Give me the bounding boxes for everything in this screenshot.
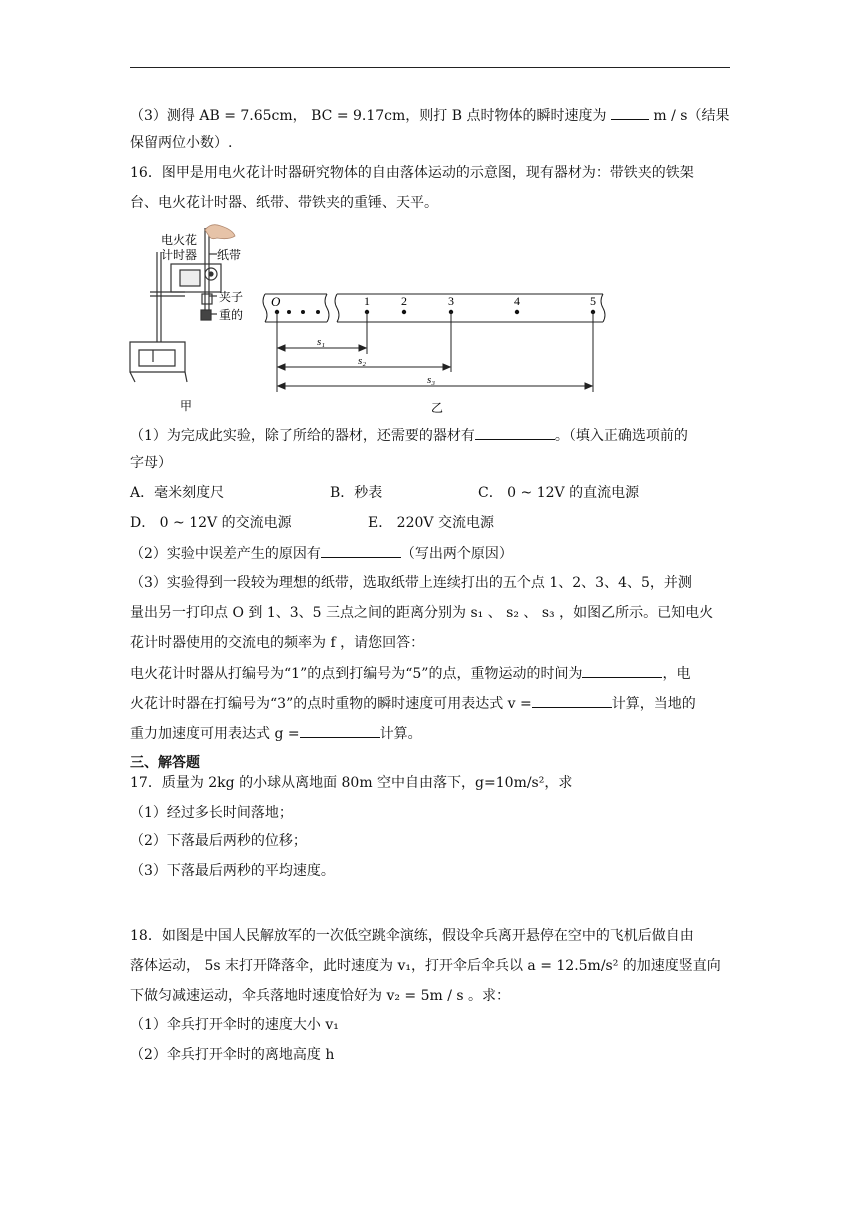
option-E[interactable]: E． 220V 交流电源 [368, 515, 494, 531]
q16-part3-line2: 量出另一打印点 O 到 1、3、5 三点之间的距离分别为 s₁ 、 s₂ 、 s₃ ，如图乙所示。已知电火 [130, 605, 714, 621]
q16-part2: （2）实验中误差产生的原因有 （写出两个原因） [130, 543, 740, 564]
caption-yi: 乙 [431, 401, 444, 415]
q18-line2: 落体运动， 5s 末打开降落伞，此时速度为 v₁，打开伞后伞兵以 a = 12.5m/s² 的加速度竖直向 [130, 958, 721, 974]
point-4-label: 4 [514, 294, 520, 308]
hand-icon [205, 225, 235, 239]
q17-part1: （1）经过多长时间落地； [130, 805, 293, 821]
q17-part2: （2）下落最后两秒的位移； [130, 833, 307, 849]
header-rule [130, 67, 730, 68]
q16-part1-line1: （1）为完成此实验，除了所给的器材，还需要的器材有 。（填入正确选项前的 [130, 425, 740, 446]
label-tape: 纸带 [217, 248, 242, 262]
q16-figure [125, 222, 625, 420]
point-3-label: 3 [448, 294, 454, 308]
s3-label: s₃ [427, 374, 436, 386]
paper-tape [263, 294, 605, 322]
label-timer-line2: 计时器 [161, 248, 198, 262]
q15-part3-line1: （3）测得 AB = 7.65cm， BC = 9.17cm，则打 B 点时物体的瞬时速度为 m / s（结果 [130, 105, 740, 126]
caption-jia: 甲 [180, 399, 193, 413]
option-C[interactable]: C． 0 ~ 12V 的直流电源 [478, 485, 640, 501]
q16-part3-line1: （3）实验得到一段较为理想的纸带，选取纸带上连续打出的五个点 1、2、3、4、5，并测 [130, 575, 692, 591]
q17-part3: （3）下落最后两秒的平均速度。 [130, 863, 335, 879]
q17-stem: 17．质量为 2kg 的小球从离地面 80m 空中自由落下，g=10m/s²，求 [130, 775, 573, 791]
answer-blank[interactable] [321, 543, 401, 558]
q18-line1: 18．如图是中国人民解放军的一次低空跳伞演练，假设伞兵离开悬停在空中的飞机后做自由 [130, 928, 694, 944]
answer-blank[interactable] [475, 425, 555, 440]
point-O-label: O [271, 294, 281, 309]
q16-part3-line4: 电火花计时器从打编号为“1”的点到打编号为“5”的点，重物运动的时间为 ，电 [130, 663, 740, 684]
answer-blank[interactable] [300, 723, 380, 738]
q16-part3-line5: 火花计时器在打编号为“3”的点时重物的瞬时速度可用表达式 v = 计算，当地的 [130, 693, 740, 714]
section-heading: 三、解答题 [130, 755, 200, 771]
option-A[interactable]: A．毫米刻度尺 [130, 485, 225, 501]
q18-part2: （2）伞兵打开伞时的离地高度 h [130, 1047, 335, 1063]
s1-label: s₁ [317, 336, 326, 348]
q16-stem-line2: 台、电火花计时器、纸带、带铁夹的重锤、天平。 [130, 195, 438, 211]
label-timer-line1: 电火花 [161, 233, 198, 247]
q18-part1: （1）伞兵打开伞时的速度大小 v₁ [130, 1017, 339, 1033]
q16-part3-line3: 花计时器使用的交流电的频率为 f ，请您回答： [130, 635, 425, 651]
answer-blank[interactable] [532, 693, 612, 708]
q16-part3-line6: 重力加速度可用表达式 g = 计算。 [130, 723, 740, 744]
option-D[interactable]: D． 0 ~ 12V 的交流电源 [130, 515, 292, 531]
point-2-label: 2 [401, 294, 407, 308]
q18-line3: 下做匀减速运动，伞兵落地时速度恰好为 v₂ = 5m / s 。求： [130, 988, 511, 1004]
point-1-label: 1 [364, 294, 370, 308]
option-B[interactable]: B．秒表 [330, 485, 383, 501]
answer-blank[interactable] [611, 105, 649, 120]
q16-stem-line1: 16．图甲是用电火花计时器研究物体的自由落体运动的示意图，现有器材为：带铁夹的铁架 [130, 165, 694, 181]
answer-blank[interactable] [582, 663, 662, 678]
label-weight: 重的 [219, 308, 244, 322]
tape-dots [275, 310, 595, 314]
q16-part1-line2: 字母） [130, 455, 172, 471]
point-5-label: 5 [590, 294, 596, 308]
q15-part3-line2: 保留两位小数）. [130, 135, 233, 151]
s2-label: s₂ [358, 355, 367, 367]
label-clip: 夹子 [219, 290, 244, 304]
